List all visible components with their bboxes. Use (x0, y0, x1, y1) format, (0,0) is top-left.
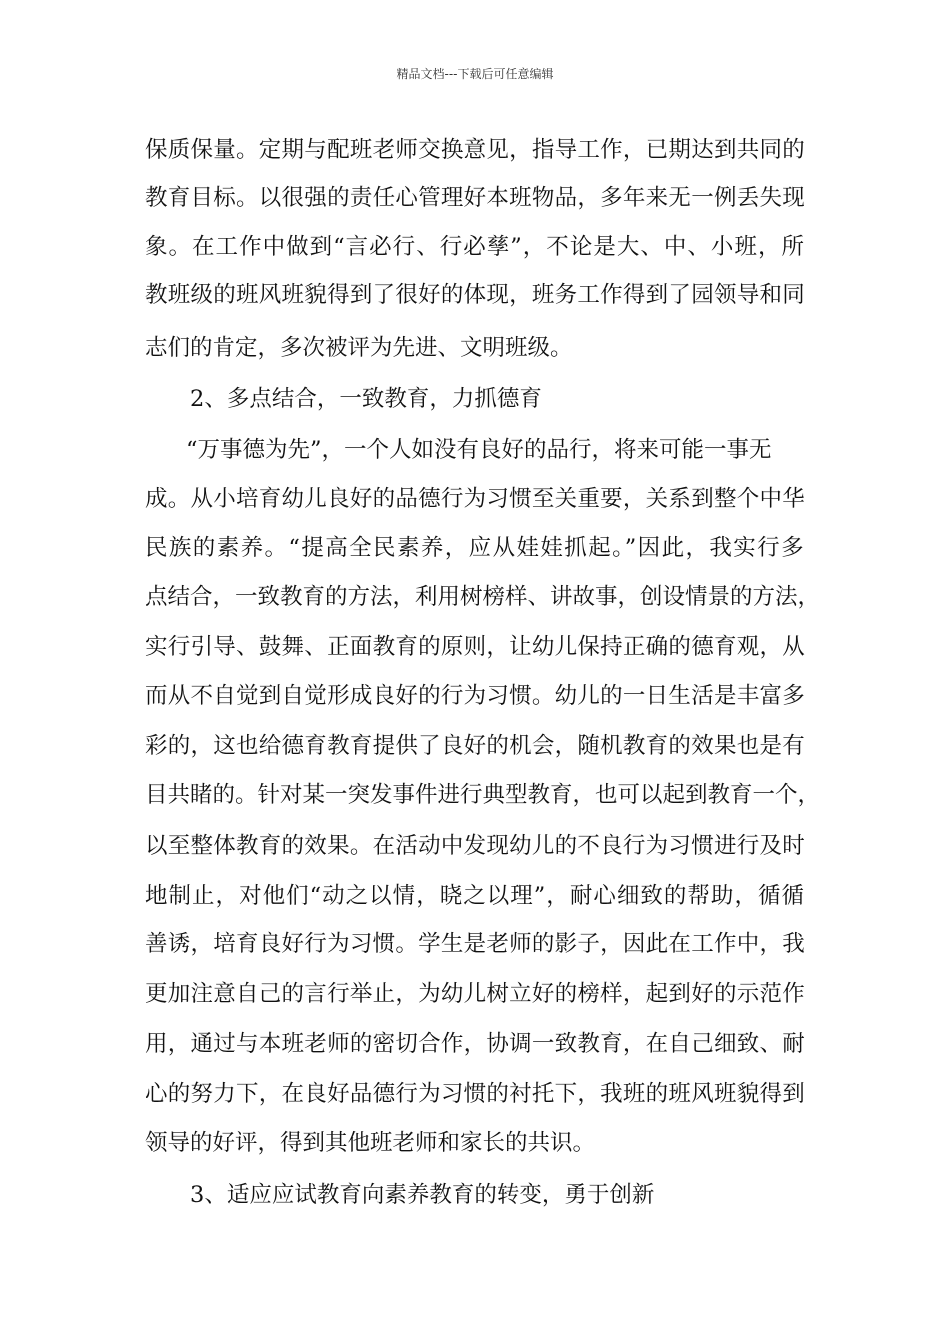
body-line-12: 而从不自觉到自觉形成良好的行为习惯。幼儿的一日生活是丰富多 (145, 683, 805, 709)
body-line-2: 教育目标。以很强的责任心管理好本班物品，多年来无一例丢失现 (145, 185, 805, 211)
body-line-18: 更加注意自己的言行举止，为幼儿树立好的榜样，起到好的示范作 (145, 981, 805, 1007)
section-heading-2: 2、多点结合，一致教育，力抓德育 (190, 386, 542, 412)
body-line-13: 彩的，这也给德育教育提供了良好的机会，随机教育的效果也是有 (145, 733, 805, 759)
body-line-3: 象。在工作中做到“言必行、行必孳”，不论是大、中、小班，所 (145, 234, 805, 260)
page-header: 精品文档---下载后可任意编辑 (396, 67, 554, 81)
body-line-5: 志们的肯定，多次被评为先进、文明班级。 (145, 335, 573, 361)
body-line-19: 用，通过与本班老师的密切合作，协调一致教育，在自己细致、耐 (145, 1031, 805, 1057)
body-line-21: 领导的好评，得到其他班老师和家长的共识。 (145, 1130, 596, 1156)
body-line-7: “万事德为先”，一个人如没有良好的品行，将来可能一事无 (186, 437, 772, 463)
body-line-4: 教班级的班风班貌得到了很好的体现，班务工作得到了园领导和同 (145, 282, 805, 308)
body-line-20: 心的努力下，在良好品德行为习惯的衬托下，我班的班风班貌得到 (145, 1081, 805, 1107)
body-line-8: 成。从小培育幼儿良好的品德行为习惯至关重要，关系到整个中华 (145, 486, 805, 512)
body-line-14: 目共睹的。针对某一突发事件进行典型教育，也可以起到教育一个， (145, 782, 821, 808)
section-heading-3: 3、适应应试教育向素养教育的转变，勇于创新 (190, 1182, 655, 1208)
body-line-10: 点结合，一致教育的方法，利用树榜样、讲故事，创设情景的方法， (145, 584, 821, 610)
body-line-16: 地制止，对他们“动之以情，晓之以理”，耐心细致的帮助，循循 (145, 883, 805, 909)
body-line-11: 实行引导、鼓舞、正面教育的原则，让幼儿保持正确的德育观，从 (145, 634, 805, 660)
body-line-15: 以至整体教育的效果。在活动中发现幼儿的不良行为习惯进行及时 (145, 833, 805, 859)
body-line-9: 民族的素养。“提高全民素养，应从娃娃抓起。”因此，我实行多 (145, 535, 805, 561)
body-line-1: 保质保量。定期与配班老师交换意见，指导工作，已期达到共同的 (145, 137, 805, 163)
body-line-17: 善诱，培育良好行为习惯。学生是老师的影子，因此在工作中，我 (145, 931, 805, 957)
